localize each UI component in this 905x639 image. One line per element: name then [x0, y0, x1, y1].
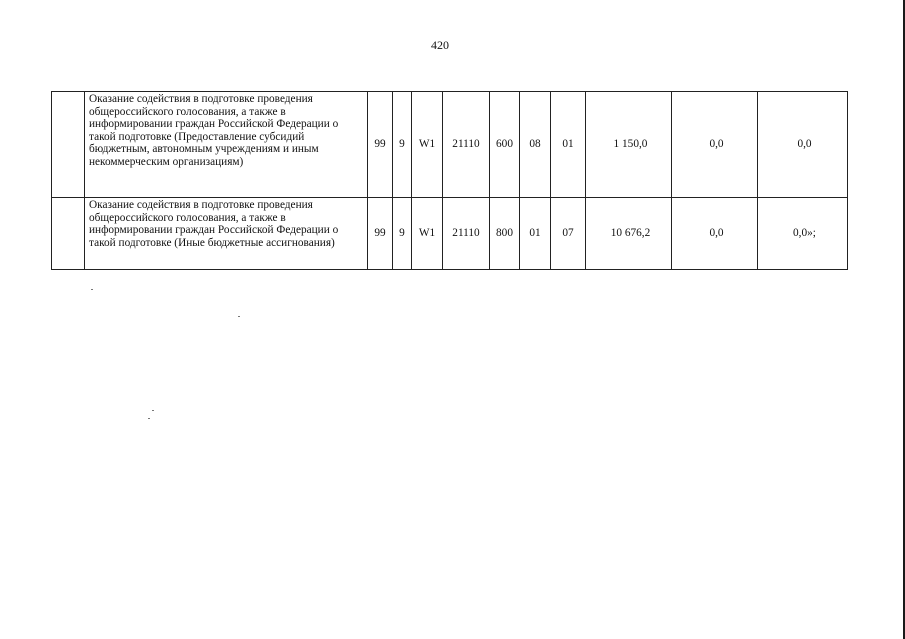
target-code-cell: 21110	[443, 198, 490, 270]
direction-code-cell: W1	[412, 198, 443, 270]
section-cell: 01	[520, 198, 551, 270]
empty-index-cell	[52, 198, 85, 270]
program-code-cell: 99	[368, 92, 393, 198]
program-code-cell: 99	[368, 198, 393, 270]
subsection-cell: 01	[551, 92, 586, 198]
subsection-cell: 07	[551, 198, 586, 270]
direction-code-cell: W1	[412, 92, 443, 198]
amount-year-1-cell: 10 676,2	[586, 198, 672, 270]
target-code-cell: 21110	[443, 92, 490, 198]
amount-year-2-cell: 0,0	[672, 92, 758, 198]
table-row	[52, 198, 848, 270]
scan-speck	[91, 289, 93, 290]
amount-year-3-cell: 0,0»;	[758, 198, 848, 270]
subprogram-code-cell: 9	[393, 198, 412, 270]
subprogram-code-cell: 9	[393, 92, 412, 198]
budget-allocation-table	[51, 91, 848, 270]
table-row	[52, 92, 848, 198]
amount-year-1-cell: 1 150,0	[586, 92, 672, 198]
expense-type-cell: 800	[490, 198, 520, 270]
amount-year-2-cell: 0,0	[672, 198, 758, 270]
scan-speck	[148, 418, 150, 419]
page-number: 420	[431, 38, 449, 52]
scan-speck	[238, 316, 240, 317]
scan-speck	[152, 410, 154, 411]
empty-index-cell	[52, 92, 85, 198]
section-cell: 08	[520, 92, 551, 198]
item-name-cell: Оказание содействия в подготовке проведения общероссийского голосования, а также в информировании граждан Российской Федерации о такой подготовке (Иные бюджетные ассигнования)	[85, 198, 368, 270]
amount-year-3-cell: 0,0	[758, 92, 848, 198]
expense-type-cell: 600	[490, 92, 520, 198]
item-name-cell: Оказание содействия в подготовке проведения общероссийского голосования, а также в информировании граждан Российской Федерации о такой подготовке (Предоставление субсидий бюджетным, автономным учреждениям и иным некоммерческим организациям)	[85, 92, 368, 198]
